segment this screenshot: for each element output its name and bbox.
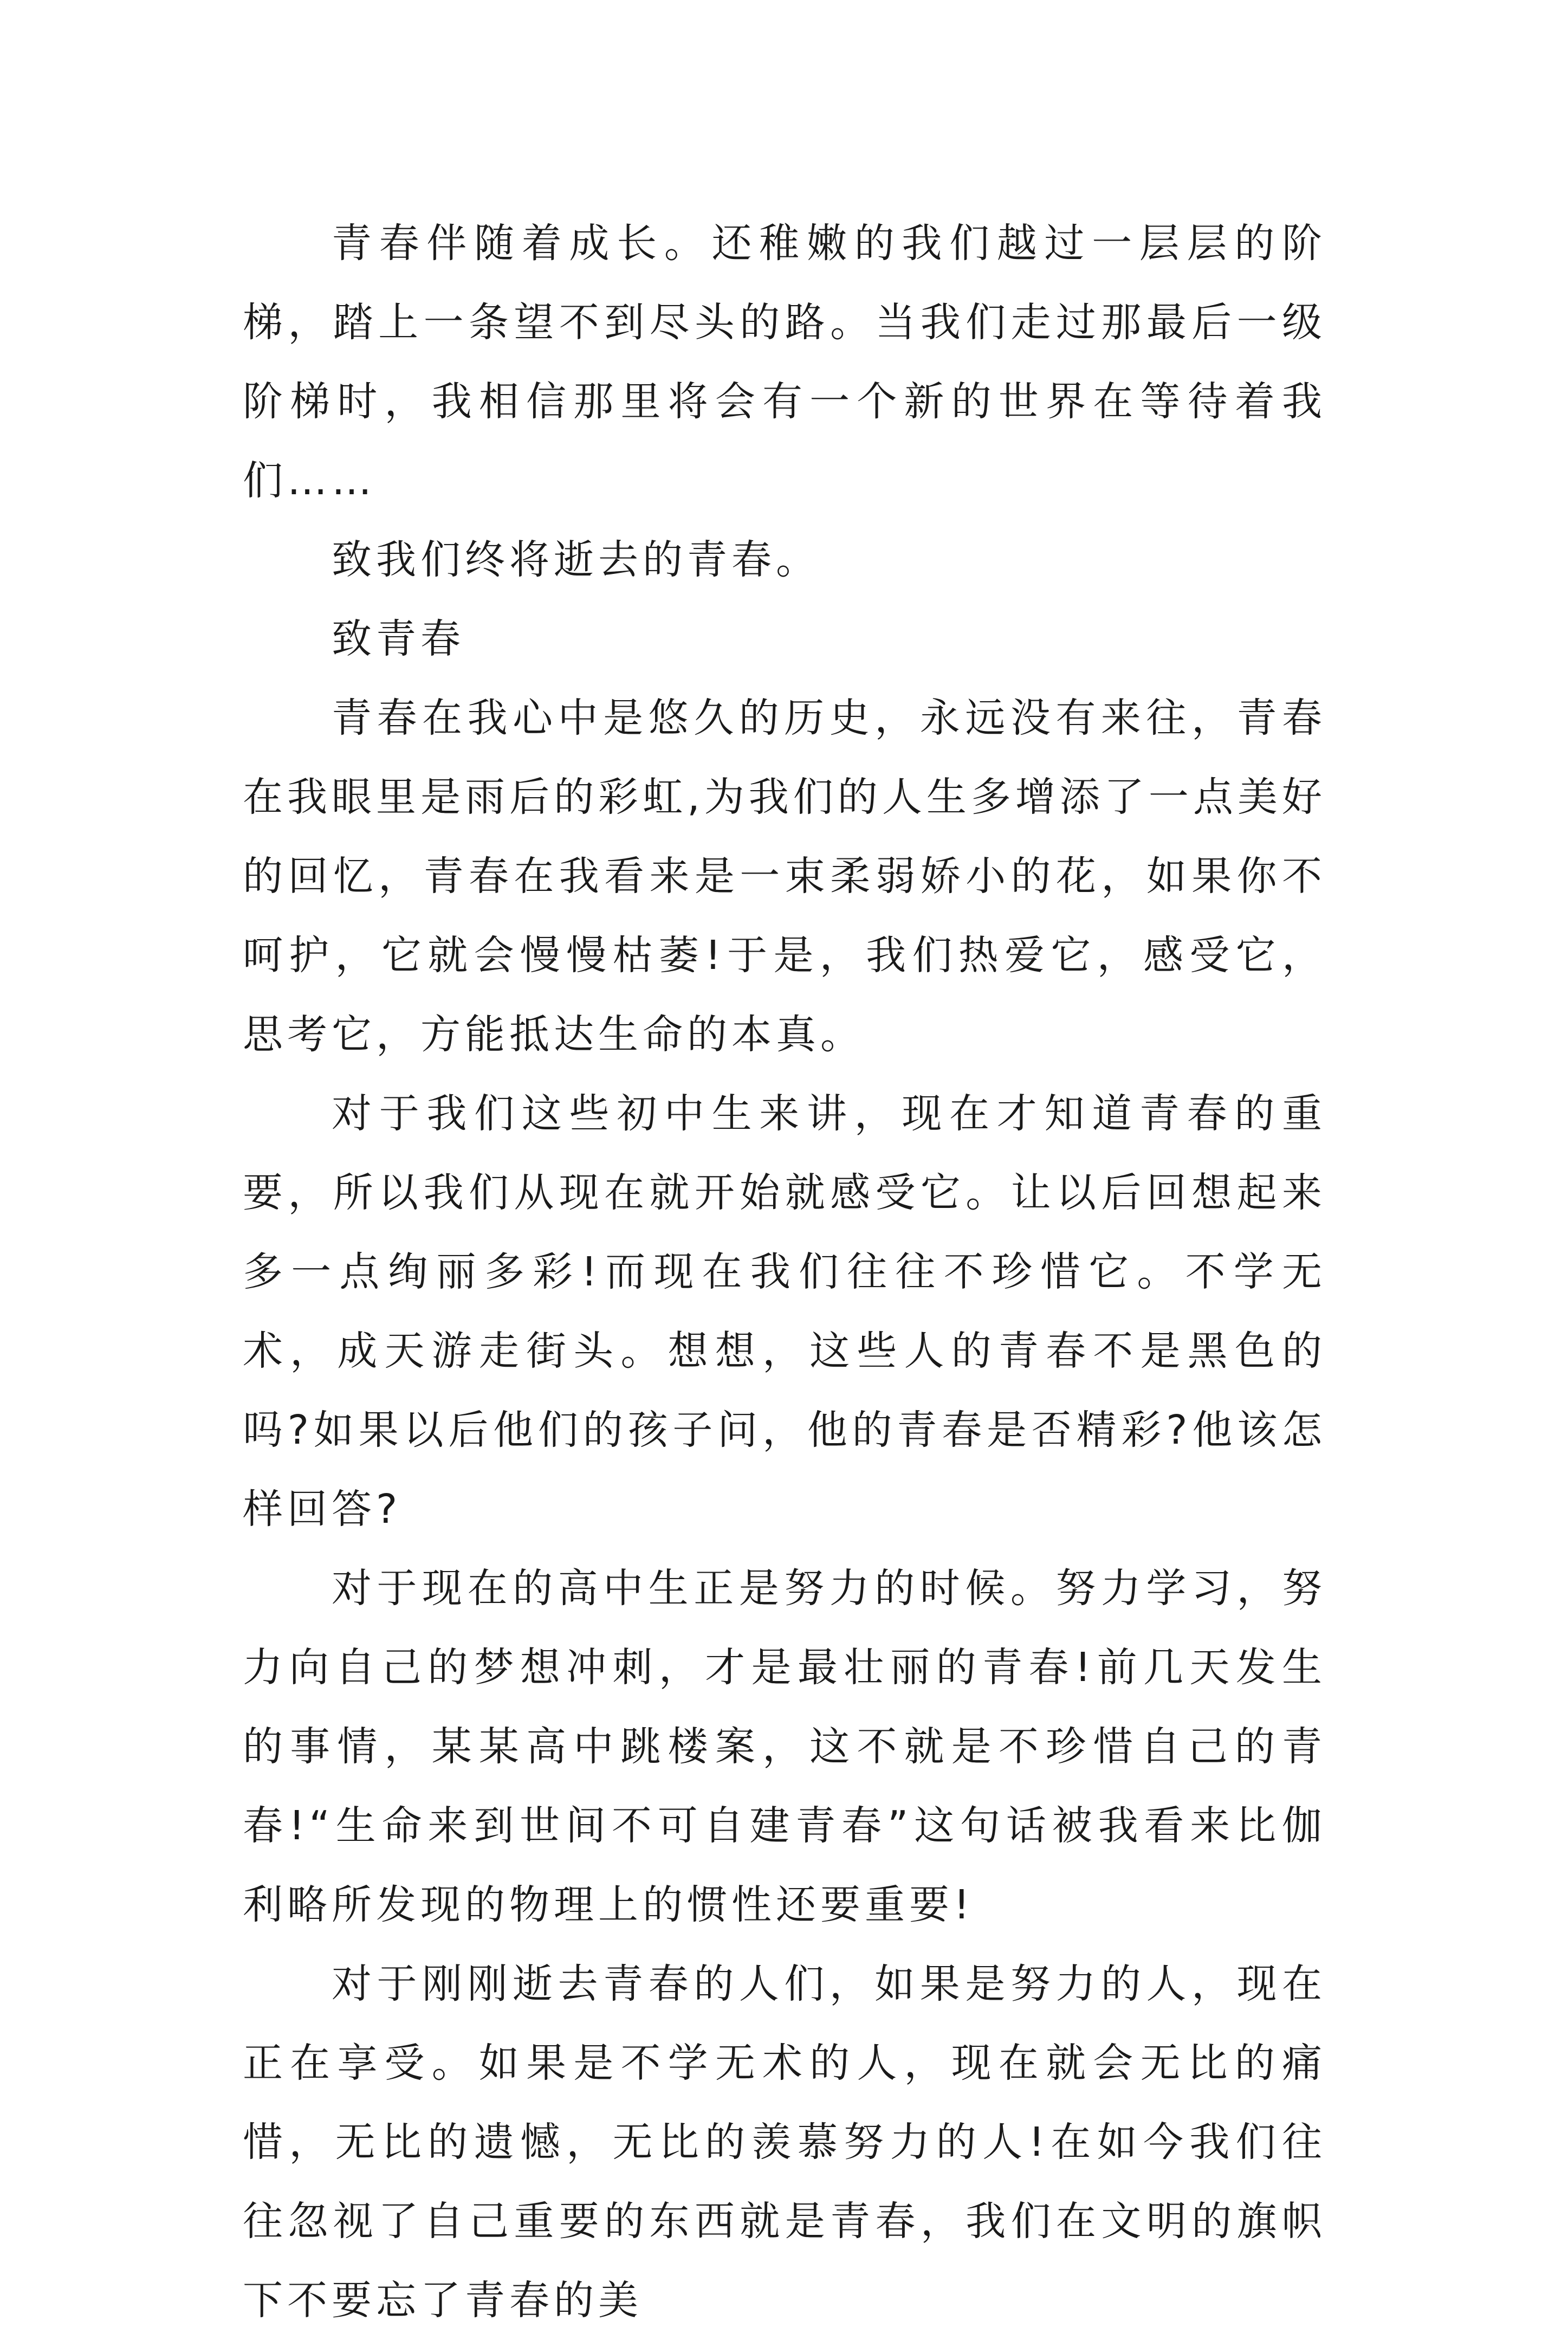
- paragraph-2: 致我们终将逝去的青春。: [332, 536, 820, 583]
- paragraph-3: 青春在我心中是悠久的历史，永远没有来往，青春在我眼里是雨后的彩虹,为我们的人生多增添了一点美好的回忆，青春在我看来是一束柔弱娇小的花，如果你不呵护，它就会慢慢枯萎!于是，我们热爱它，感受它，思考它，方能抵达生命的本真。: [243, 695, 1326, 1058]
- paragraph-4: 对于我们这些初中生来讲，现在才知道青春的重要，所以我们从现在就开始就感受它。让以后回想起来多一点绚丽多彩!而现在我们往往不珍惜它。不学无术，成天游走街头。想想，这些人的青春不是黑色的吗?如果以后他们的孩子问，他的青春是否精彩?他该怎样回答?: [243, 1090, 1326, 1533]
- section-title: 致青春: [332, 616, 465, 662]
- document-body: [243, 204, 1326, 2340]
- paragraph-5: 对于现在的高中生正是努力的时候。努力学习，努力向自己的梦想冲刺，才是最壮丽的青春!前几天发生的事情，某某高中跳楼案，这不就是不珍惜自己的青春!“生命来到世间不可自建青春”这句话被我看来比伽利略所发现的物理上的惯性还要重要!: [243, 1565, 1326, 1928]
- paragraph-1: 青春伴随着成长。还稚嫩的我们越过一层层的阶梯，踏上一条望不到尽头的路。当我们走过那最后一级阶梯时，我相信那里将会有一个新的世界在等待着我们……: [243, 220, 1326, 504]
- paragraph-6: 对于刚刚逝去青春的人们，如果是努力的人，现在正在享受。如果是不学无术的人，现在就会无比的痛惜，无比的遗憾，无比的羡慕努力的人!在如今我们往往忽视了自己重要的东西就是青春，我们在文明的旗帜下不要忘了青春的美: [243, 1961, 1326, 2324]
